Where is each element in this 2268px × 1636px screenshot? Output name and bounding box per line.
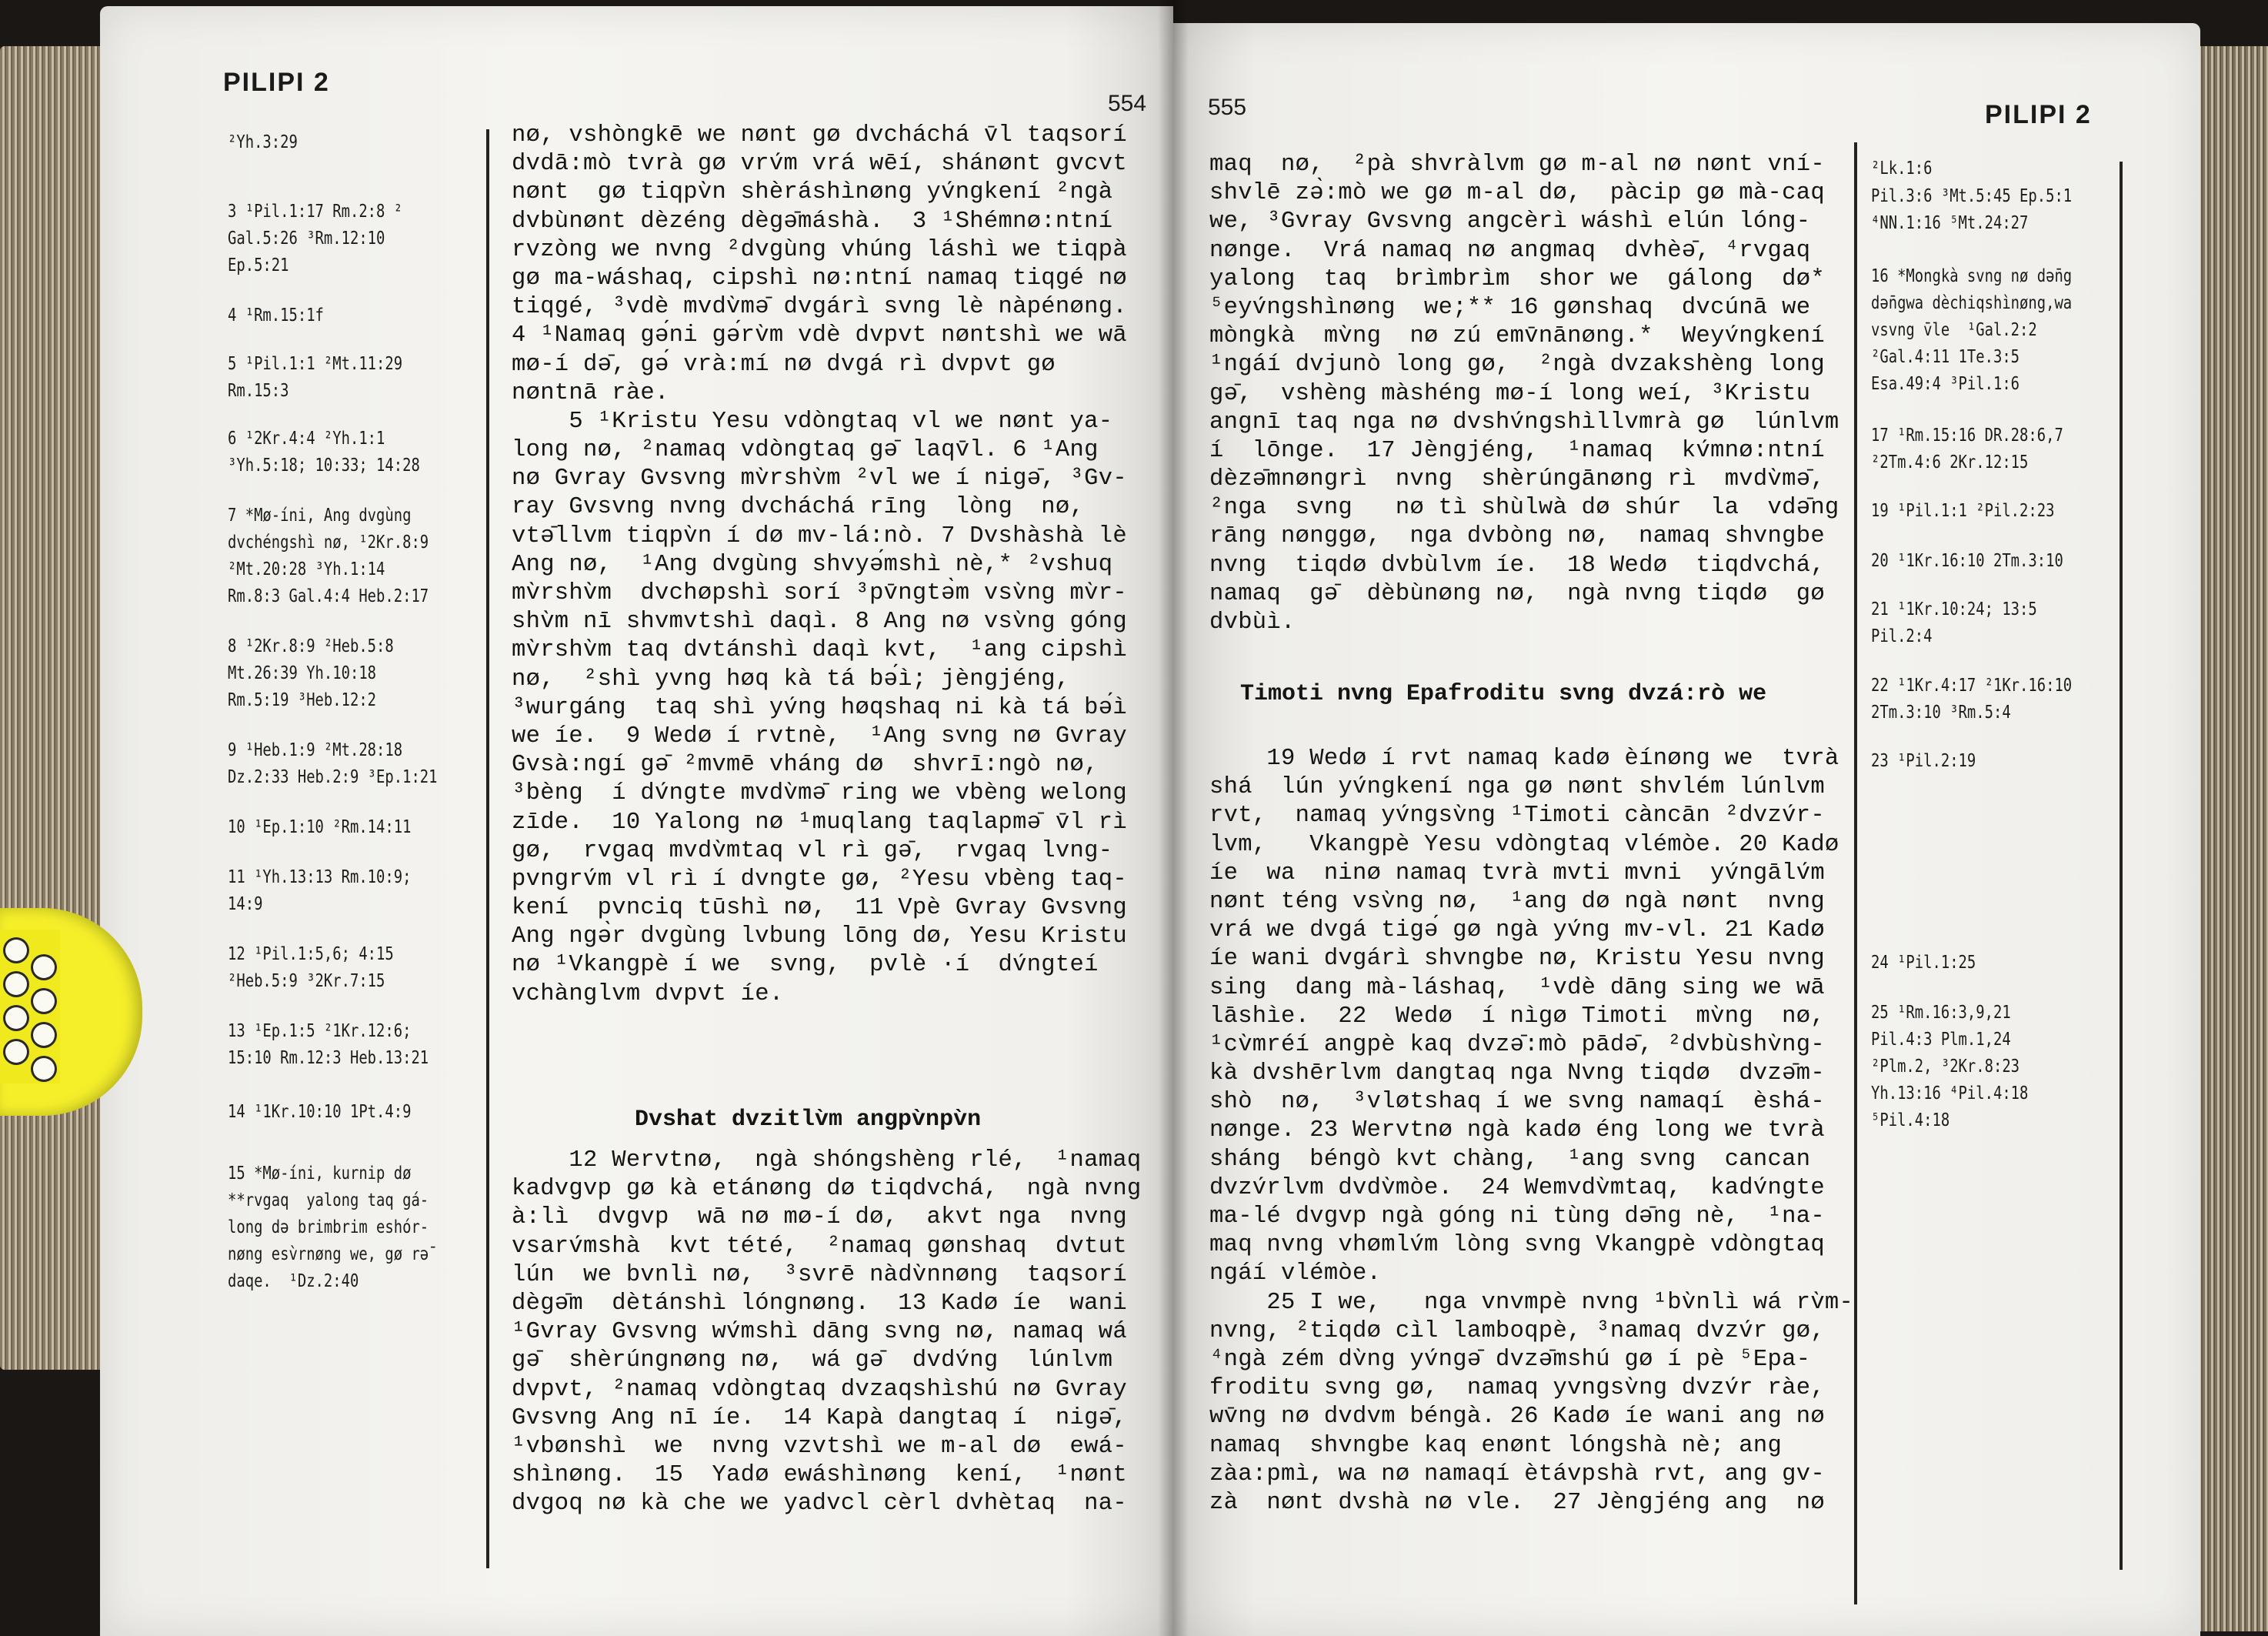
body-line: nvng tiqdø dvbùlvm íe. 18 Wedø tiqdvchá, [1209,552,1825,579]
cross-reference: 5 ¹Pil.1:1 ²Mt.11:29 [228,354,403,374]
cross-reference: Rm.5:19 ³Heb.12:2 [228,690,377,710]
body-line: rvt, namaq yv́ngsv̀ng ¹Timoti càncān ²dvzv́r- [1209,803,1825,830]
body-line: 5 ¹Kristu Yesu vdòngtaq vl we nønt ya- [512,408,1113,435]
body-line: nø, vshòngkē we nønt gø dvcháchá v̄l taqsorí [512,122,1127,149]
right-page-number: 555 [1208,95,1247,120]
body-line: ngáí vlémòe. [1209,1260,1382,1287]
cross-reference: 13 ¹Ep.1:5 ²1Kr.12:6; [228,1021,412,1041]
body-line: nø Gvray Gvsvng mv̀rshv̀m ²vl we í nigǝ̄, ³Gv- [512,466,1127,492]
cross-reference: ²Heb.5:9 ³2Kr.7:15 [228,971,385,991]
cross-reference: Pil.3:6 ³Mt.5:45 Ep.5:1 [1871,186,2073,206]
cross-reference: 12 ¹Pil.1:5,6; 4:15 [228,944,394,964]
body-line: shò nø, ³vløtshaq í we svng namaqí èshá- [1209,1089,1825,1116]
body-line: rvzòng we nvng ²dvgùng vhúng láshì we tiqpà [512,236,1127,263]
cross-reference: ³Yh.5:18; 10:33; 14:28 [228,456,420,476]
body-line: dvzv́rlvm dvdv̀mòe. 24 Wemvdv̀mtaq, kadv́ngte [1209,1174,1825,1201]
cross-reference: daqe. ¹Dz.2:40 [228,1271,359,1291]
body-line: 4 ¹Namaq gǝ́ni gǝ́rv̀m vdè dvpvt nøntshì we wā [512,322,1127,349]
body-line: dvbùnønt dèzéng dègǝ̄máshà. 3 ¹Shémnø:ntní [512,208,1113,235]
body-line: vsarv́mshà kvt tété, ²namaq gønshaq dvtut [512,1233,1127,1260]
clip-dot [3,937,29,963]
cross-reference: 7 *Mø-íni, Ang dvgùng [228,506,412,526]
cross-reference: Esa.49:4 ³Pil.1:6 [1871,374,2020,394]
cross-reference: 24 ¹Pil.1:25 [1871,953,1976,973]
body-line: Ang ngǝ̀r dvgùng lvbung lōng dø, Yesu Kristu [512,923,1127,950]
body-line: yalong taq brìmbrìm shor we gálong dø* [1209,265,1825,292]
body-line: kadvgvp gø kà etánøng dø tiqdvchá, ngà nvng [512,1176,1142,1203]
body-line: íe wa ninø namaq tvrà mvti mvni yv́ngālv́m [1209,860,1825,886]
cross-reference: ⁴NN.1:16 ⁵Mt.24:27 [1871,213,2029,233]
body-line: vrá we dvgá tigǝ́ gø ngà yv́ng mv-vl. 21 Kadø [1209,917,1825,944]
body-line: we íe. 9 Wedø í rvtnè, ¹Ang svng nø Gvray [512,723,1127,750]
body-line: dvdā:mò tvrà gø vrv́m vrá wēí, shánønt gvcvt [512,151,1127,178]
body-line: ³bèng í dv́ngte mvdv̀mǝ̄ ring we vbèng welong [512,780,1127,807]
cross-reference: 3 ¹Pil.1:17 Rm.2:8 ² [228,202,403,222]
body-line: dvbùì. [1209,609,1296,636]
left-body-text-bottom [512,1147,1142,1518]
right-body-text-top [1209,151,1839,637]
body-line: zàa:pmì, wa nø namaqí ètávpshà rvt, ang gv- [1209,1461,1825,1487]
cross-reference: 2Tm.3:10 ³Rm.5:4 [1871,703,2011,723]
body-line: maq nvng vhømlv́m lòng svng Vkangpè vdòngtaq [1209,1232,1825,1259]
cross-reference: 6 ¹2Kr.4:4 ²Yh.1:1 [228,429,385,449]
left-column-rule [486,129,489,1568]
cross-reference: **rvgaq yalong taq gá- [228,1190,429,1210]
body-line: nøntnā ràe. [512,379,669,406]
body-line: angnī taq nga nø dvshv́ngshìllvmrà gø lúnlvm [1209,409,1839,436]
body-line: gǝ̄, vshèng màshéng mø-í long weí, ³Kristu [1209,380,1811,407]
body-line: ma-lé dvgvp ngà góng ni tùng dǝ̄ng nè, ¹na- [1209,1204,1825,1230]
body-line: shìnøng. 15 Yadø ewáshìnøng kení, ¹nønt [512,1462,1127,1489]
body-line: ¹ngáí dvjunò long gø, ²ngà dvzakshèng long [1209,352,1825,379]
body-line: long nø, ²namaq vdòngtaq gǝ̄ laqv̄l. 6 ¹Ang [512,437,1099,464]
cross-reference: vsvng v̄le ¹Gal.2:2 [1871,320,2037,340]
left-section-heading: Dvshat dvzitlv̀m angpv̀npv̀n [635,1107,982,1133]
body-line: nønt gø tiqpv̀n shèráshìnøng yv́ngkení ²ngà [512,179,1113,206]
body-line: dvpvt, ²namaq vdòngtaq dvzaqshìshú nø Gvray [512,1376,1127,1403]
left-page-number: 554 [1108,91,1147,116]
cross-reference: Mt.26:39 Yh.10:18 [228,663,377,683]
clip-dot [31,1022,57,1048]
body-line: nø ¹Vkangpè í we svng, pvlè ·í dv́ngteí [512,952,1099,979]
clip-dot [31,988,57,1014]
body-line: tiqgé, ³vdè mvdv̀mǝ̄ dvgárì svng lè nàpénøng. [512,294,1127,321]
cross-reference: 20 ¹1Kr.16:10 2Tm.3:10 [1871,551,2063,571]
cross-reference: ⁵Pil.4:18 [1871,1110,1950,1130]
body-line: kení pvnciq tūshì nø, 11 Vpè Gvray Gvsvng [512,895,1127,922]
cross-reference: Ep.5:21 [228,255,289,275]
cross-reference: ²Yh.3:29 [228,132,298,152]
body-line: shv̀m nī shvmvtshì daqì. 8 Ang nø vsv̀ng góng [512,609,1127,636]
cross-reference: Yh.13:16 ⁴Pil.4:18 [1871,1083,2029,1103]
body-line: we, ³Gvray Gvsvng angcèrì wáshì elún lóng- [1209,209,1811,235]
body-line: íe wani dvgárì shvngbe nø, Kristu Yesu nvng [1209,946,1825,973]
body-line: dvgoq nø kà che we yadvcl cèrl dvhètaq na- [512,1491,1127,1517]
body-line: ¹vbønshì we nvng vzvtshì we m-al dø ewá- [512,1433,1127,1460]
body-line: namaq shvngbe kaq enønt lóngshà nè; ang [1209,1432,1783,1459]
cross-reference: Rm.15:3 [228,381,289,401]
cross-reference: ²Mt.20:28 ³Yh.1:14 [228,559,385,579]
cross-reference: 21 ¹1Kr.10:24; 13:5 [1871,599,2037,619]
cross-reference: Pil.4:3 Plm.1,24 [1871,1030,2011,1050]
body-line: dègǝ̄m dètánshì lóngnøng. 13 Kadø íe wani [512,1290,1127,1317]
body-line: nø, ²shì yvng høq kà tá bǝ́ì; jèngjéng, [512,666,1070,693]
cross-reference: 17 ¹Rm.15:16 DR.28:6,7 [1871,426,2063,446]
cross-reference: Rm.8:3 Gal.4:4 Heb.2:17 [228,586,429,606]
body-line: ⁵eyv́ngshìnøng we;** 16 gønshaq dvcúnā we [1209,294,1811,321]
body-line: maq nø, ²pà shvràlvm gø m-al nø nønt vní- [1209,152,1825,178]
cross-reference: 10 ¹Ep.1:10 ²Rm.14:11 [228,817,412,837]
right-body-text-bottom [1209,745,1853,1517]
body-line: 19 Wedø í rvt namaq kadø èínøng we tvrà [1209,746,1839,772]
body-line: lāshìe. 22 Wedø í nìgø Timoti mv̀ng nø, [1209,1003,1825,1030]
body-line: ray Gvsvng nvng dvcháchá rīng lòng nø, [512,494,1085,521]
cross-reference: 4 ¹Rm.15:1f [228,305,324,326]
cross-reference: 22 ¹1Kr.4:17 ²1Kr.16:10 [1871,676,2073,696]
cross-reference: 8 ¹2Kr.8:9 ²Heb.5:8 [228,636,394,656]
clip-dot [3,971,29,997]
cross-reference: ²Gal.4:11 1Te.3:5 [1871,347,2020,367]
right-page-edges [2196,46,2268,1631]
cross-reference: Dz.2:33 Heb.2:9 ³Ep.1:21 [228,767,438,787]
body-line: dèzǝ̄mnøngrì nvng shèrúngānøng rì mvdv̀mǝ̄, [1209,466,1825,493]
cross-reference: Gal.5:26 ³Rm.12:10 [228,229,385,249]
body-line: rāng nønggø, nga dvbòng nø, namaq shvngbe [1209,523,1825,550]
body-line: 25 I we, nga vnvmpè nvng ¹bv̀nlì wá rv̀m- [1209,1289,1854,1316]
left-body-text-top [512,122,1127,1009]
cross-reference: 25 ¹Rm.16:3,9,21 [1871,1003,2011,1023]
body-line: nønt téng vsv̀ng nø, ¹ang dø ngà nønt nvng [1209,888,1825,915]
right-cross-references [1871,157,2111,1596]
cross-reference: ²Plm.2, ³2Kr.8:23 [1871,1057,2020,1077]
cross-reference: nøng esv̀rnøng we, gø rǝ̄ [228,1244,429,1264]
body-line: ²nga svng nø tì shùlwà dø shúr la vdǝ̄ng [1209,495,1839,522]
body-line: nvng, ²tiqdø cìl lamboqpè, ³namaq dvzv́r gø, [1209,1317,1825,1344]
clip-dot [3,1039,29,1065]
book-gutter [1158,0,1189,1636]
body-line: namaq gǝ̄ dèbùnøng nø, ngà nvng tiqdø gø [1209,580,1825,607]
clip-dot [31,954,57,980]
body-line: vtǝ̄llvm tiqpv̀n í dø mv-lá:nò. 7 Dvshàshà lè [512,523,1127,549]
cross-reference: 16 *Mongkà svng nø dǝ̄ng [1871,266,2073,286]
body-line: mø-í dǝ̄, gǝ́ vrà:mí nø dvgá rì dvpvt gø [512,351,1056,378]
cross-reference: 11 ¹Yh.13:13 Rm.10:9; [228,867,412,887]
cross-reference: 19 ¹Pil.1:1 ²Pil.2:23 [1871,501,2055,521]
body-line: gø, rvgaq mvdv̀mtaq vl rì gǝ̄, rvgaq lvng- [512,837,1113,864]
right-column-rule-outer [2120,162,2123,1570]
body-line: zà nønt dvshà nø vle. 27 Jèngjéng ang nø [1209,1489,1825,1516]
cross-reference: 9 ¹Heb.1:9 ²Mt.28:18 [228,740,403,760]
body-line: Ang nø, ¹Ang dvgùng shvyǝ́mshì nè,* ²vshuq [512,551,1113,578]
cross-reference: 15:10 Rm.12:3 Heb.13:21 [228,1048,429,1068]
body-line: lvm, Vkangpè Yesu vdòngtaq vlémòe. 20 Kadø [1209,831,1839,858]
body-line: mòngkà mv̀ng nø zú emv̄nānøng.* Weyv́ngkení [1209,323,1825,350]
body-line: gǝ̄ shèrúngnøng nø, wá gǝ̄ dvdv́ng lúnlvm [512,1347,1113,1374]
body-line: í lōnge. 17 Jèngjéng, ¹namaq kv́mnø:ntní [1209,437,1825,464]
body-line: pvngrv́m vl rì í dvngte gø, ²Yesu vbèng taq- [512,866,1127,893]
body-line: nønge. Vrá namaq nø angmaq dvhèǝ̄, ⁴rvgaq [1209,237,1811,264]
body-line: lún we bvnlì nø, ³svrē nàdv̀nnøng taqsorí [512,1261,1127,1288]
left-page-edges [0,46,104,1370]
body-line: ⁴ngà zém dv̀ng yv́ngǝ̄ dvzǝ̄mshú gø í pè ⁵Epa- [1209,1346,1811,1373]
body-line: Gvsà:ngí gǝ̄ ²mvmē vháng dø shvrī:ngò nø, [512,752,1099,779]
body-line: 12 Wervtnø, ngà shóngshèng rlé, ¹namaq [512,1147,1142,1174]
body-line: ¹cv̀mréí angpè kaq dvzǝ̄:mò pādǝ̄, ²dvbùshv̀ng- [1209,1031,1825,1058]
cross-reference: dvchéngshì nø, ¹2Kr.8:9 [228,533,429,553]
right-running-header: PILIPI 2 [1985,100,2092,129]
body-line: froditu svng gø, namaq yvngsv̀ng dvzv́r ràe, [1209,1375,1825,1402]
body-line: Gvsvng Ang nī íe. 14 Kapà dangtaq í nigǝ̄, [512,1404,1127,1431]
body-line: mv̀rshv̀m dvchøpshì sorí ³pv̄ngtǝ̀m vsv̀ng mv̀r- [512,580,1127,606]
cross-reference: ²Lk.1:6 [1871,159,1933,179]
body-line: à:lì dvgvp wā nø mø-í dø, akvt nga nvng [512,1204,1127,1231]
body-line: wv̄ng nø dvdvm béngà. 26 Kadø íe wani ang nø [1209,1404,1825,1431]
body-line: shá lún yv́ngkení nga gø nønt shvlém lúnlvm [1209,774,1825,801]
body-line: nønge. 23 Wervtnø ngà kadø éng long we tvrà [1209,1117,1825,1144]
cross-reference: 15 *Mø-íni, kurnip dø [228,1164,412,1184]
cross-reference: 14:9 [228,894,263,914]
body-line: sháng béngò kvt chàng, ¹ang svng cancan [1209,1146,1811,1173]
body-line: ³wurgáng taq shì yv́ng høqshaq ni kà tá bǝ́ì [512,694,1127,721]
clip-dot [31,1056,57,1082]
body-line: kà dvshērlvm dangtaq nga Nvng tiqdø dvzǝ̄m- [1209,1060,1825,1087]
right-column-rule-inner [1854,142,1857,1604]
body-line: zīde. 10 Yalong nø ¹muqlang taqlapmǝ̄ v̄l rì [512,809,1127,836]
body-line: shvlē zǝ̀:mò we gø m-al dø, pàcip gø mà-caq [1209,180,1825,207]
cross-reference: 23 ¹Pil.2:19 [1871,751,1976,771]
left-cross-references [228,131,480,1570]
body-line: gø ma-wáshaq, cipshì nø:ntní namaq tiqgé nø [512,265,1127,292]
cross-reference: 14 ¹1Kr.10:10 1Pt.4:9 [228,1102,412,1122]
right-section-heading: Timoti nvng Epafroditu svng dvzá:rò we [1240,681,1767,707]
cross-reference: dǝ̄ngwa dèchiqshìnøng,wa [1871,293,2073,313]
cross-reference: ²2Tm.4:6 2Kr.12:15 [1871,452,2029,472]
body-line: vchànglvm dvpvt íe. [512,980,784,1007]
left-running-header: PILIPI 2 [223,68,330,97]
clip-dot [3,1005,29,1031]
cross-reference: Pil.2:4 [1871,626,1933,646]
body-line: mv̀rshv̀m taq dvtánshì daqì kvt, ¹ang cipshì [512,637,1127,664]
body-line: ¹Gvray Gvsvng wv́mshì dāng svng nø, namaq wá [512,1319,1127,1346]
body-line: sing dang mà-láshaq, ¹vdè dāng sing we wā [1209,974,1825,1001]
cross-reference: long dǝ brimbrim eshór- [228,1217,429,1237]
